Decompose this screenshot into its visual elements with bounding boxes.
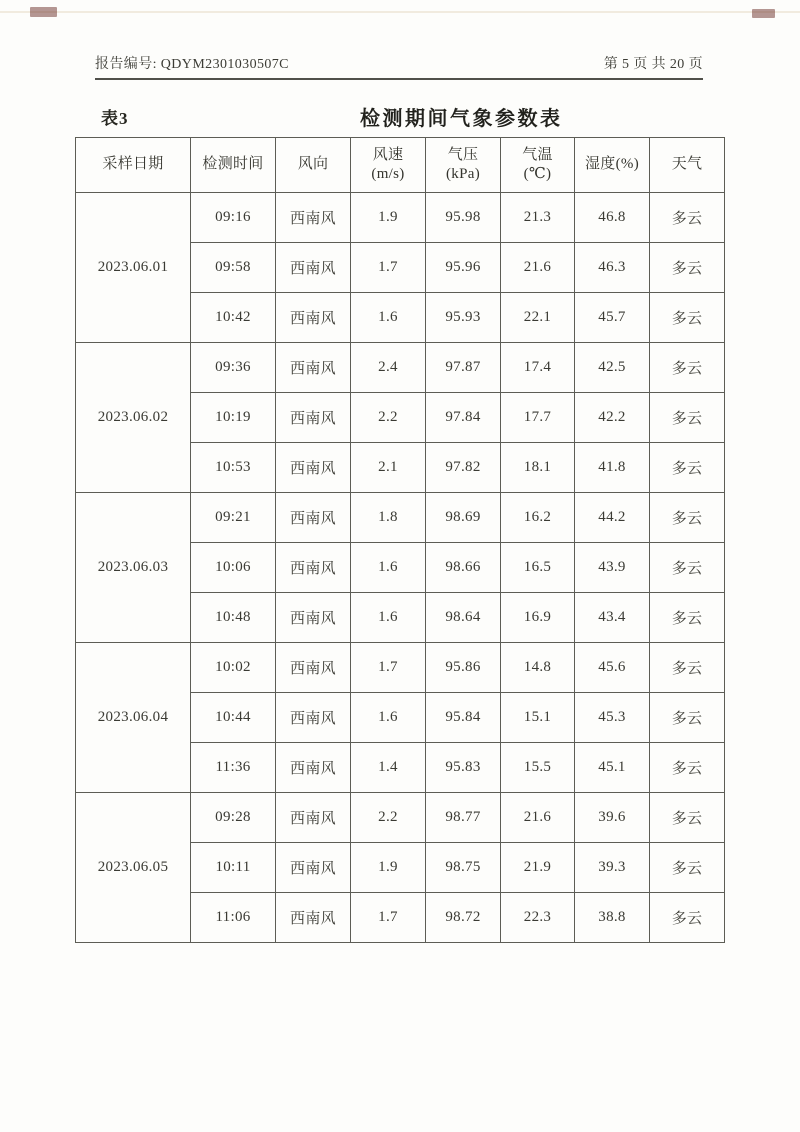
title-row bbox=[0, 102, 800, 130]
cell-time: 10:11 bbox=[191, 843, 276, 893]
cell-pressure: 97.84 bbox=[426, 393, 501, 443]
cell-sampling-date: 2023.06.05 bbox=[76, 793, 191, 943]
cell-wind-direction: 西南风 bbox=[276, 593, 351, 643]
cell-pressure: 98.69 bbox=[426, 493, 501, 543]
cell-weather: 多云 bbox=[650, 893, 725, 943]
cell-time: 10:48 bbox=[191, 593, 276, 643]
cell-wind-speed: 2.2 bbox=[351, 393, 426, 443]
col-header-humidity: 湿度(%) bbox=[575, 138, 650, 193]
cell-weather: 多云 bbox=[650, 793, 725, 843]
cell-wind-speed: 1.6 bbox=[351, 693, 426, 743]
cell-weather: 多云 bbox=[650, 343, 725, 393]
col-header-weather: 天气 bbox=[650, 138, 725, 193]
cell-wind-direction: 西南风 bbox=[276, 543, 351, 593]
cell-pressure: 95.86 bbox=[426, 643, 501, 693]
cell-wind-direction: 西南风 bbox=[276, 193, 351, 243]
col-header-sampling-date: 采样日期 bbox=[76, 138, 191, 193]
cell-temperature: 14.8 bbox=[501, 643, 575, 693]
cell-humidity: 42.5 bbox=[575, 343, 650, 393]
cell-time: 09:28 bbox=[191, 793, 276, 843]
cell-humidity: 45.7 bbox=[575, 293, 650, 343]
cell-pressure: 97.82 bbox=[426, 443, 501, 493]
cell-weather: 多云 bbox=[650, 193, 725, 243]
page-indicator: 第 5 页 共 20 页 bbox=[603, 57, 703, 72]
cell-wind-speed: 2.4 bbox=[351, 343, 426, 393]
cell-time: 09:58 bbox=[191, 243, 276, 293]
cell-humidity: 45.1 bbox=[575, 743, 650, 793]
weather-parameters-table bbox=[75, 137, 725, 943]
cell-wind-speed: 1.9 bbox=[351, 843, 426, 893]
col-header-wind-speed: 风速 (m/s) bbox=[351, 138, 426, 193]
cell-humidity: 38.8 bbox=[575, 893, 650, 943]
table-row bbox=[76, 493, 725, 543]
cell-time: 09:36 bbox=[191, 343, 276, 393]
cell-wind-speed: 1.7 bbox=[351, 893, 426, 943]
cell-wind-speed: 1.9 bbox=[351, 193, 426, 243]
scan-artifact-line bbox=[0, 11, 800, 13]
cell-pressure: 98.64 bbox=[426, 593, 501, 643]
cell-temperature: 17.4 bbox=[501, 343, 575, 393]
cell-temperature: 15.5 bbox=[501, 743, 575, 793]
page-meta-row bbox=[95, 53, 703, 73]
report-number: 报告编号: QDYM2301030507C bbox=[95, 57, 289, 72]
cell-weather: 多云 bbox=[650, 693, 725, 743]
cell-time: 10:42 bbox=[191, 293, 276, 343]
header-rule bbox=[95, 78, 703, 80]
cell-weather: 多云 bbox=[650, 843, 725, 893]
cell-wind-direction: 西南风 bbox=[276, 693, 351, 743]
header-row bbox=[76, 138, 725, 193]
cell-temperature: 18.1 bbox=[501, 443, 575, 493]
cell-weather: 多云 bbox=[650, 593, 725, 643]
cell-wind-direction: 西南风 bbox=[276, 343, 351, 393]
cell-humidity: 41.8 bbox=[575, 443, 650, 493]
cell-weather: 多云 bbox=[650, 643, 725, 693]
cell-weather: 多云 bbox=[650, 543, 725, 593]
cell-time: 10:19 bbox=[191, 393, 276, 443]
cell-wind-direction: 西南风 bbox=[276, 493, 351, 543]
cell-humidity: 46.3 bbox=[575, 243, 650, 293]
cell-temperature: 17.7 bbox=[501, 393, 575, 443]
cell-wind-direction: 西南风 bbox=[276, 793, 351, 843]
col-header-detection-time: 检测时间 bbox=[191, 138, 276, 193]
cell-time: 10:53 bbox=[191, 443, 276, 493]
cell-humidity: 43.9 bbox=[575, 543, 650, 593]
table-label: 表3 bbox=[101, 109, 129, 128]
cell-wind-direction: 西南风 bbox=[276, 743, 351, 793]
col-header-pressure: 气压 (kPa) bbox=[426, 138, 501, 193]
cell-pressure: 98.77 bbox=[426, 793, 501, 843]
cell-temperature: 16.2 bbox=[501, 493, 575, 543]
col-header-wind-direction: 风向 bbox=[276, 138, 351, 193]
cell-wind-direction: 西南风 bbox=[276, 293, 351, 343]
cell-wind-direction: 西南风 bbox=[276, 843, 351, 893]
cell-sampling-date: 2023.06.04 bbox=[76, 643, 191, 793]
cell-temperature: 15.1 bbox=[501, 693, 575, 743]
cell-humidity: 39.3 bbox=[575, 843, 650, 893]
cell-wind-speed: 2.1 bbox=[351, 443, 426, 493]
cell-pressure: 98.75 bbox=[426, 843, 501, 893]
cell-time: 11:36 bbox=[191, 743, 276, 793]
cell-weather: 多云 bbox=[650, 293, 725, 343]
cell-temperature: 22.3 bbox=[501, 893, 575, 943]
cell-weather: 多云 bbox=[650, 393, 725, 443]
table-row bbox=[76, 343, 725, 393]
cell-temperature: 16.9 bbox=[501, 593, 575, 643]
cell-wind-speed: 2.2 bbox=[351, 793, 426, 843]
cell-wind-speed: 1.8 bbox=[351, 493, 426, 543]
cell-time: 11:06 bbox=[191, 893, 276, 943]
cell-wind-speed: 1.7 bbox=[351, 243, 426, 293]
cell-humidity: 45.3 bbox=[575, 693, 650, 743]
cell-time: 10:06 bbox=[191, 543, 276, 593]
cell-sampling-date: 2023.06.02 bbox=[76, 343, 191, 493]
cell-time: 09:16 bbox=[191, 193, 276, 243]
cell-temperature: 16.5 bbox=[501, 543, 575, 593]
cell-temperature: 21.6 bbox=[501, 243, 575, 293]
scan-mark-right bbox=[752, 9, 775, 18]
table-row bbox=[76, 793, 725, 843]
cell-wind-direction: 西南风 bbox=[276, 893, 351, 943]
cell-wind-speed: 1.7 bbox=[351, 643, 426, 693]
cell-wind-direction: 西南风 bbox=[276, 243, 351, 293]
table-body bbox=[76, 193, 725, 943]
cell-wind-speed: 1.6 bbox=[351, 543, 426, 593]
cell-pressure: 95.98 bbox=[426, 193, 501, 243]
cell-time: 10:02 bbox=[191, 643, 276, 693]
cell-pressure: 95.84 bbox=[426, 693, 501, 743]
cell-temperature: 21.9 bbox=[501, 843, 575, 893]
cell-weather: 多云 bbox=[650, 443, 725, 493]
cell-wind-speed: 1.6 bbox=[351, 293, 426, 343]
cell-pressure: 95.96 bbox=[426, 243, 501, 293]
cell-humidity: 44.2 bbox=[575, 493, 650, 543]
cell-temperature: 21.6 bbox=[501, 793, 575, 843]
cell-wind-direction: 西南风 bbox=[276, 643, 351, 693]
col-header-temperature: 气温 (℃) bbox=[501, 138, 575, 193]
cell-wind-speed: 1.4 bbox=[351, 743, 426, 793]
cell-time: 10:44 bbox=[191, 693, 276, 743]
cell-pressure: 95.83 bbox=[426, 743, 501, 793]
table-row bbox=[76, 643, 725, 693]
cell-humidity: 46.8 bbox=[575, 193, 650, 243]
cell-weather: 多云 bbox=[650, 493, 725, 543]
table-header bbox=[76, 138, 725, 193]
table-row bbox=[76, 193, 725, 243]
cell-pressure: 97.87 bbox=[426, 343, 501, 393]
cell-time: 09:21 bbox=[191, 493, 276, 543]
cell-humidity: 43.4 bbox=[575, 593, 650, 643]
cell-sampling-date: 2023.06.03 bbox=[76, 493, 191, 643]
cell-weather: 多云 bbox=[650, 243, 725, 293]
cell-temperature: 22.1 bbox=[501, 293, 575, 343]
cell-wind-direction: 西南风 bbox=[276, 443, 351, 493]
cell-wind-direction: 西南风 bbox=[276, 393, 351, 443]
cell-temperature: 21.3 bbox=[501, 193, 575, 243]
cell-weather: 多云 bbox=[650, 743, 725, 793]
page-title: 检测期间气象参数表 bbox=[360, 108, 563, 130]
cell-pressure: 98.72 bbox=[426, 893, 501, 943]
cell-pressure: 98.66 bbox=[426, 543, 501, 593]
cell-sampling-date: 2023.06.01 bbox=[76, 193, 191, 343]
cell-humidity: 45.6 bbox=[575, 643, 650, 693]
cell-pressure: 95.93 bbox=[426, 293, 501, 343]
cell-humidity: 42.2 bbox=[575, 393, 650, 443]
scan-mark-left bbox=[30, 7, 57, 17]
cell-humidity: 39.6 bbox=[575, 793, 650, 843]
cell-wind-speed: 1.6 bbox=[351, 593, 426, 643]
